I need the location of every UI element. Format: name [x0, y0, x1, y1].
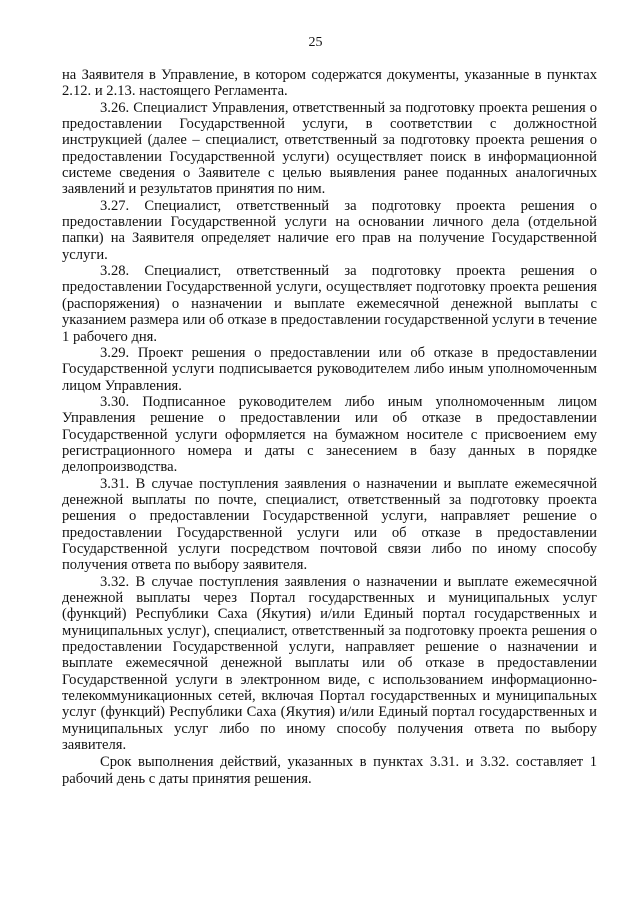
paragraph-3-28: 3.28. Специалист, ответственный за подготовку проекта решения о предоставлении Государственной услуги, осуществляет подготовку проекта решения (распоряжения) о назначении и выплате ежемесячной денежной выплаты с указанием размера или об отказе в предоставлении государственной услуги в течение 1 рабочего дня.	[62, 263, 597, 345]
paragraph-3-26: 3.26. Специалист Управления, ответственный за подготовку проекта решения о предоставлении Государственной услуги, в соответствии с должностной инструкцией (далее – специалист, ответственный за подготовку проекта решения о предоставлении Государственной услуги) осуществляет поиск в информационной системе сведения о Заявителе с целью выявления ранее поданных аналогичных заявлений и результатов принятия по ним.	[62, 99, 597, 198]
paragraph-3-29: 3.29. Проект решения о предоставлении или об отказе в предоставлении Государственной услуги подписывается руководителем либо иным уполномоченным лицом Управления.	[62, 344, 597, 394]
document-body	[62, 67, 597, 787]
page-number: 25	[308, 35, 323, 50]
paragraph-3-30: 3.30. Подписанное руководителем либо иным уполномоченным лицом Управления решение о предоставлении или об отказе в предоставлении Государственной услуги оформляется на бумажном носителе с присвоением ему регистрационного номера и даты с занесением в базу данных в порядке делопроизводства.	[62, 393, 597, 476]
paragraph-3-27: 3.27. Специалист, ответственный за подготовку проекта решения о предоставлении Государственной услуги на основании личного дела (отдельной папки) на Заявителя определяет наличие его прав на получение Государственной услуги.	[62, 197, 597, 263]
paragraph-3-32: 3.32. В случае поступления заявления о назначении и выплате ежемесячной денежной выплаты через Портал государственных и муниципальных услуг (функций) Республики Саха (Якутия) и/или Единый портал государственных и муниципальных услуг), специалист, ответственный за подготовку проекта решения о предоставлении Государственной услуги, направляет решение о назначении и выплате ежемесячной денежной выплаты или об отказе в предоставлении Государственной услуги в электронном виде, с использованием информационно-телекоммуникационных сетей, включая Портал государственных и муниципальных услуг (функций) Республики Саха (Якутия) и/или Единый портал государственных и муниципальных услуг либо по иному способу получения ответа по выбору заявителя.	[62, 573, 597, 754]
paragraph-continuation: на Заявителя в Управление, в котором содержатся документы, указанные в пунктах 2.12. и 2.13. настоящего Регламента.	[62, 67, 597, 100]
paragraph-3-31: 3.31. В случае поступления заявления о назначении и выплате ежемесячной денежной выплаты по почте, специалист, ответственный за подготовку проекта решения о предоставлении Государственной услуги, направляет решение о предоставлении Государственной услуги или об отказе в предоставлении Государственной услуги посредством почтовой связи либо по иному способу получения ответа по выбору заявителя.	[62, 475, 597, 574]
paragraph-deadline: Срок выполнения действий, указанных в пунктах 3.31. и 3.32. составляет 1 рабочий день с даты принятия решения.	[62, 754, 597, 787]
